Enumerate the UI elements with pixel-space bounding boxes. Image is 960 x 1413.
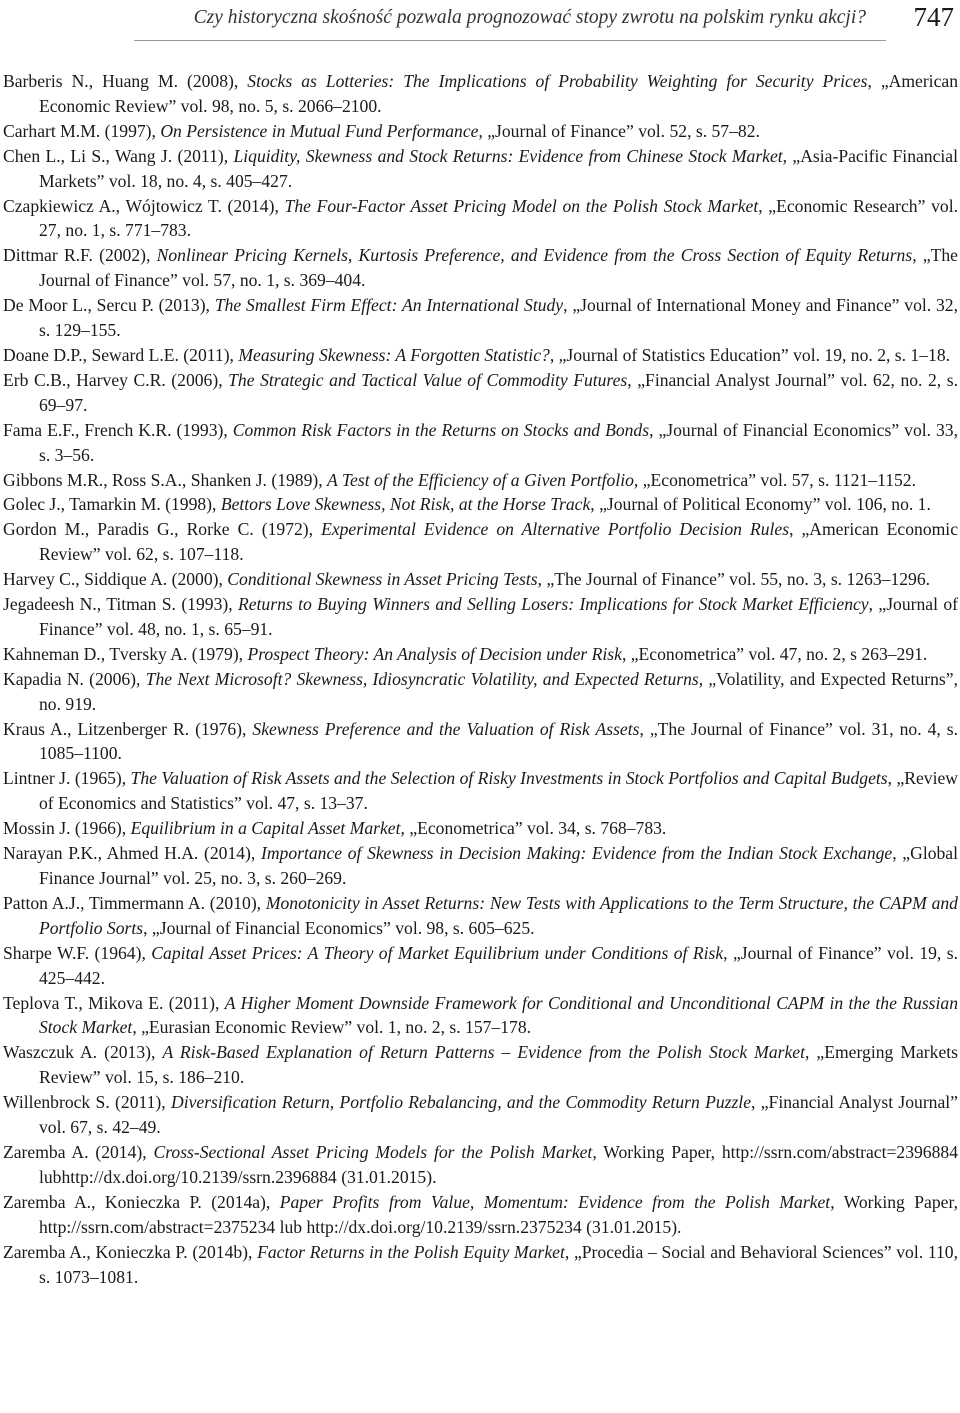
- reference-authors: Kapadia N. (2006),: [3, 668, 146, 689]
- reference-source: , „Procedia – Social and Behavioral Sciences” vol. 110, s. 1073–1081.: [39, 1241, 958, 1287]
- reference-source: , „The Journal of Finance” vol. 57, no. 1, s. 369–404.: [39, 245, 958, 291]
- reference-authors: Teplova T., Mikova E. (2011),: [3, 992, 225, 1013]
- reference-title: Skewness Preference and the Valuation of Risk Assets: [252, 718, 640, 739]
- reference-entry: [3, 517, 958, 567]
- header-rule: [134, 40, 886, 41]
- reference-title: Experimental Evidence on Alternative Portfolio Decision Rules: [321, 519, 790, 540]
- reference-source: , „Journal of Financial Economics” vol. 33, s. 3–56.: [39, 419, 959, 465]
- reference-source: , „Journal of Finance” vol. 52, s. 57–82.: [478, 120, 760, 141]
- reference-entry: [3, 891, 958, 941]
- reference-title: A Test of the Efficiency of a Given Portfolio: [327, 469, 634, 490]
- reference-authors: Golec J., Tamarkin M. (1998),: [3, 494, 221, 515]
- reference-title: Common Risk Factors in the Returns on Stocks and Bonds: [232, 419, 650, 440]
- reference-title: Conditional Skewness in Asset Pricing Tests: [227, 569, 538, 590]
- reference-authors: Fama E.F., French K.R. (1993),: [3, 419, 233, 440]
- reference-entry: [3, 343, 958, 368]
- reference-entry: [3, 1240, 958, 1290]
- reference-source: , „Econometrica” vol. 34, s. 768–783.: [400, 818, 667, 839]
- reference-authors: Jegadeesh N., Titman S. (1993),: [3, 594, 238, 615]
- reference-entry: [3, 592, 958, 642]
- reference-entry: [3, 468, 958, 493]
- reference-source: , „Journal of Finance” vol. 48, no. 1, s. 65–91.: [39, 594, 958, 639]
- reference-entry: [3, 194, 958, 244]
- reference-source: , „The Journal of Finance” vol. 55, no. 3, s. 1263–1296.: [537, 569, 931, 590]
- reference-authors: Zaremba A., Konieczka P. (2014b),: [3, 1241, 258, 1262]
- reference-entry: [3, 144, 958, 194]
- reference-source: , „Journal of Political Economy” vol. 106, no. 1.: [590, 494, 931, 515]
- running-header-title: Czy historyczna skośność pozwala prognozować stopy zwrotu na polskim rynku akcji?: [193, 7, 866, 28]
- reference-title: Capital Asset Prices: A Theory of Market Equilibrium under Conditions of Risk: [151, 942, 724, 963]
- reference-authors: Czapkiewicz A., Wójtowicz T. (2014),: [3, 195, 285, 216]
- reference-entry: [3, 1140, 958, 1190]
- reference-source: , „Journal of Statistics Education” vol. 19, no. 2, s. 1–18.: [549, 344, 951, 365]
- reference-title: On Persistence in Mutual Fund Performance: [160, 120, 479, 141]
- reference-authors: Barberis N., Huang M. (2008),: [3, 71, 248, 91]
- reference-authors: Lintner J. (1965),: [3, 768, 131, 789]
- reference-title: Prospect Theory: An Analysis of Decision under Risk: [247, 643, 622, 664]
- reference-entry: [3, 941, 958, 991]
- reference-authors: Gibbons M.R., Ross S.A., Shanken J. (1989),: [3, 469, 328, 490]
- reference-source: , „Financial Analyst Journal” vol. 67, s. 42–49.: [39, 1092, 958, 1138]
- reference-title: Returns to Buying Winners and Selling Losers: Implications for Stock Market Efficiency: [237, 594, 869, 615]
- reference-title: Cross-Sectional Asset Pricing Models for the Polish Market: [153, 1141, 593, 1162]
- reference-title: Measuring Skewness: A Forgotten Statistic?: [238, 344, 550, 365]
- reference-entry: [3, 1090, 958, 1140]
- reference-source: , „Economic Research” vol. 27, no. 1, s. 771–783.: [39, 195, 958, 241]
- running-header: [0, 2, 958, 38]
- reference-authors: Patton A.J., Timmermann A. (2010),: [3, 892, 266, 913]
- reference-title: The Valuation of Risk Assets and the Selection of Risky Investments in Stock Portfolios and Capital Budgets: [130, 768, 888, 789]
- reference-title: Diversification Return, Portfolio Rebalancing, and the Commodity Return Puzzle: [171, 1092, 752, 1113]
- reference-entry: [3, 766, 958, 816]
- reference-authors: Harvey C., Siddique A. (2000),: [3, 569, 228, 590]
- reference-entry: [3, 841, 958, 891]
- reference-entry: [3, 69, 958, 119]
- reference-authors: De Moor L., Sercu P. (2013),: [3, 295, 215, 316]
- reference-title: Liquidity, Skewness and Stock Returns: Evidence from Chinese Stock Market: [233, 145, 783, 166]
- reference-source: , „Journal of Finance” vol. 19, s. 425–442.: [39, 942, 958, 988]
- reference-title: The Next Microsoft? Skewness, Idiosyncratic Volatility, and Expected Returns: [145, 668, 699, 689]
- reference-title: The Strategic and Tactical Value of Commodity Futures: [228, 369, 628, 390]
- reference-title: Equilibrium in a Capital Asset Market: [130, 818, 401, 839]
- reference-entry: [3, 567, 958, 592]
- reference-title: A Higher Moment Downside Framework for Conditional and Unconditional CAPM in the the Russian Stock Market: [39, 992, 958, 1038]
- reference-authors: Sharpe W.F. (1964),: [3, 942, 152, 963]
- reference-source: , „Asia-Pacific Financial Markets” vol. 18, no. 4, s. 405–427.: [39, 145, 958, 191]
- reference-authors: Gordon M., Paradis G., Rorke C. (1972),: [3, 519, 322, 540]
- reference-entry: [3, 816, 958, 841]
- reference-authors: Narayan P.K., Ahmed H.A. (2014),: [3, 843, 261, 864]
- reference-entry: [3, 418, 958, 468]
- reference-source: , „Journal of International Money and Finance” vol. 32, s. 129–155.: [39, 295, 959, 341]
- reference-entry: [3, 1040, 958, 1090]
- reference-source: , „Financial Analyst Journal” vol. 62, no. 2, s. 69–97.: [39, 369, 958, 415]
- reference-title: The Smallest Firm Effect: An International Study: [214, 295, 564, 316]
- reference-source: , „Global Finance Journal” vol. 25, no. 3, s. 260–269.: [39, 843, 959, 888]
- reference-title: Monotonicity in Asset Returns: New Tests with Applications to the Term Structure, the CAPM and Portfolio Sorts: [39, 892, 958, 938]
- reference-entry: [3, 1190, 958, 1240]
- reference-entry: [3, 492, 958, 517]
- reference-list: [3, 69, 958, 1289]
- reference-source: , „Econometrica” vol. 47, no. 2, s 263–291.: [621, 643, 928, 664]
- reference-authors: Waszczuk A. (2013),: [3, 1042, 163, 1063]
- reference-entry: [3, 642, 958, 667]
- reference-authors: Kahneman D., Tversky A. (1979),: [3, 643, 248, 664]
- reference-source: , Working Paper, http://ssrn.com/abstract=2396884 lubhttp://dx.doi.org/10.2139/ssrn.2396884 (31.01.2015).: [39, 1141, 958, 1187]
- reference-source: , „The Journal of Finance” vol. 31, no. 4, s. 1085–1100.: [39, 718, 959, 764]
- reference-entry: [3, 119, 958, 144]
- reference-source: , „American Economic Review” vol. 98, no. 5, s. 2066–2100.: [39, 71, 958, 116]
- reference-source: , „Eurasian Economic Review” vol. 1, no. 2, s. 157–178.: [132, 1017, 532, 1038]
- reference-authors: Carhart M.M. (1997),: [3, 120, 161, 141]
- reference-title: Paper Profits from Value, Momentum: Evidence from the Polish Market: [279, 1191, 831, 1212]
- reference-authors: Chen L., Li S., Wang J. (2011),: [3, 145, 234, 166]
- reference-title: Factor Returns in the Polish Equity Market: [257, 1241, 565, 1262]
- reference-title: Stocks as Lotteries: The Implications of Probability Weighting for Security Prices: [247, 71, 868, 91]
- reference-title: The Four-Factor Asset Pricing Model on the Polish Stock Market: [284, 195, 759, 216]
- reference-entry: [3, 368, 958, 418]
- reference-title: Nonlinear Pricing Kernels, Kurtosis Preference, and Evidence from the Cross Section of Equity Returns: [156, 245, 913, 266]
- reference-entry: [3, 243, 958, 293]
- reference-authors: Doane D.P., Seward L.E. (2011),: [3, 344, 239, 365]
- reference-source: , Working Paper, http://ssrn.com/abstract=2375234 lub http://dx.doi.org/10.2139/ssrn.2375234 (31.01.2015).: [39, 1191, 958, 1237]
- reference-source: , „Review of Economics and Statistics” vol. 47, s. 13–37.: [39, 768, 958, 814]
- reference-entry: [3, 667, 958, 717]
- reference-source: , „Volatility, and Expected Returns”, no. 919.: [39, 668, 958, 714]
- reference-authors: Zaremba A. (2014),: [3, 1141, 154, 1162]
- reference-authors: Mossin J. (1966),: [3, 818, 131, 839]
- reference-entry: [3, 717, 958, 767]
- reference-source: , „Econometrica” vol. 57, s. 1121–1152.: [633, 469, 917, 490]
- reference-source: , „Journal of Financial Economics” vol. 98, s. 605–625.: [143, 917, 535, 938]
- reference-source: , „Emerging Markets Review” vol. 15, s. 186–210.: [39, 1042, 958, 1088]
- reference-authors: Zaremba A., Konieczka P. (2014a),: [3, 1191, 280, 1212]
- reference-title: Bettors Love Skewness, Not Risk, at the Horse Track: [220, 494, 591, 515]
- reference-title: A Risk-Based Explanation of Return Patterns – Evidence from the Polish Stock Market: [162, 1042, 805, 1063]
- reference-authors: Willenbrock S. (2011),: [3, 1092, 171, 1113]
- reference-entry: [3, 293, 958, 343]
- reference-entry: [3, 991, 958, 1041]
- reference-authors: Kraus A., Litzenberger R. (1976),: [3, 718, 253, 739]
- reference-source: , „American Economic Review” vol. 62, s. 107–118.: [39, 519, 959, 565]
- reference-authors: Dittmar R.F. (2002),: [3, 245, 157, 266]
- reference-title: Importance of Skewness in Decision Making: Evidence from the Indian Stock Exchange: [260, 843, 893, 864]
- reference-authors: Erb C.B., Harvey C.R. (2006),: [3, 369, 229, 390]
- page-number: 747: [913, 2, 954, 32]
